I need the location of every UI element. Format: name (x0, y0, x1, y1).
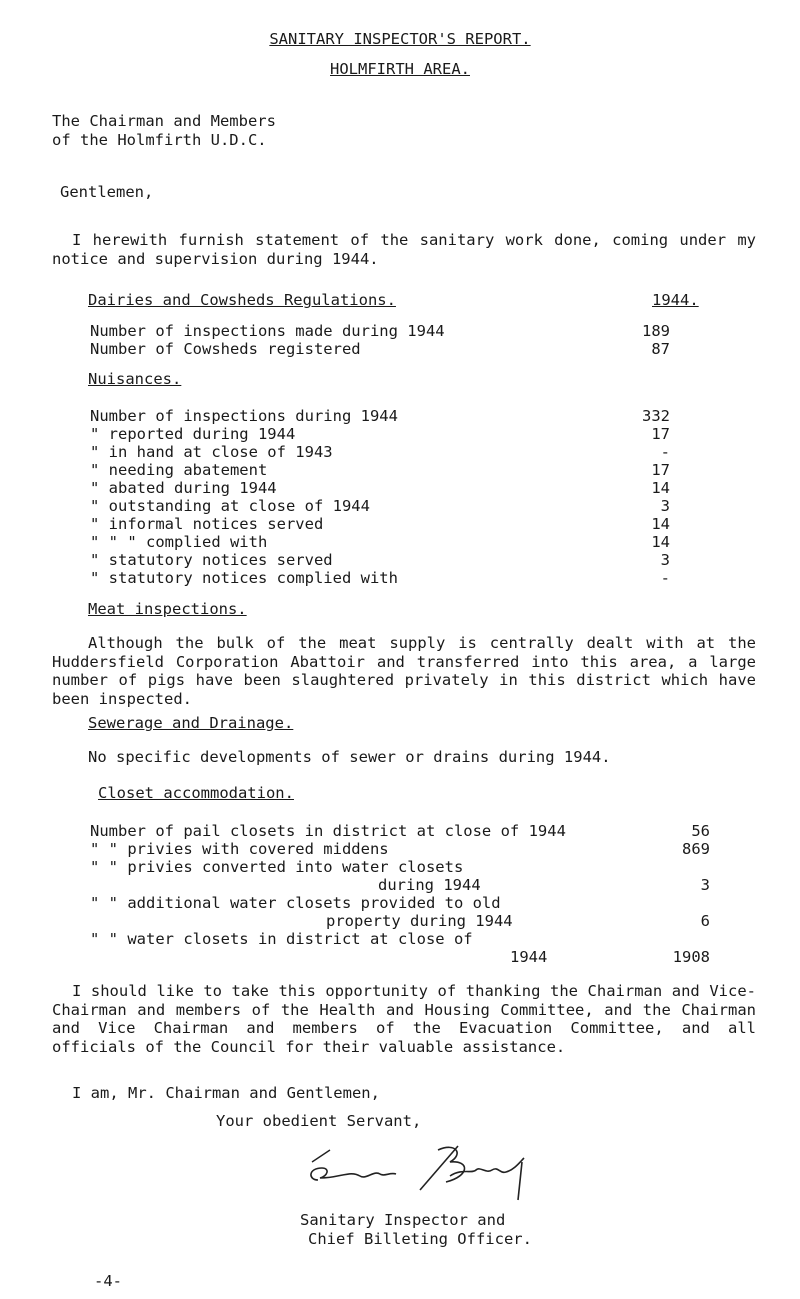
signatory-role-1: Sanitary Inspector and (300, 1211, 506, 1229)
dairies-heading: Dairies and Cowsheds Regulations. (88, 291, 396, 309)
sewerage-paragraph: No specific developments of sewer or drains during 1944. (88, 748, 611, 766)
meat-heading: Meat inspections. (88, 600, 247, 618)
thanks-paragraph: I should like to take this opportunity of thanking the Chairman and Vice-Chairman and members of the Health and Housing Committee, and the Chairman and Vice Chairman and members of the Evacuation Committee, and all officials of the Council for their valuable assistance. (52, 982, 756, 1056)
sign-off-line-2: Your obedient Servant, (216, 1112, 422, 1130)
greeting: Gentlemen, (60, 183, 154, 201)
intro-paragraph: I herewith furnish statement of the sanitary work done, coming under my notice and supervision during 1944. (52, 231, 756, 268)
report-title: SANITARY INSPECTOR'S REPORT. (269, 30, 531, 48)
report-area: HOLMFIRTH AREA. (330, 60, 470, 78)
sewerage-heading: Sewerage and Drainage. (88, 714, 294, 732)
report-page: SANITARY INSPECTOR'S REPORT. HOLMFIRTH AREA. The Chairman and Members of the Holmfirth U.D.C. Gentlemen, I herewith furnish statement of the sanitary work done, coming under my notice and supervision during 1944. Dairies and Cowsheds Regulations. 1944. Number of inspections made during 1944 189 Number of Cowsheds registered 87 Nuisances. Number of inspections during 1944 332 " reported during 1944 17 " in hand at close of 1943 - " needing abatement 17 " abated during 1944 14 " outstanding at close of 1944 3 " informal notices served 14 " " " complied with 14 " statutory notices served 3 " statutory notices complied with - Meat inspections. Although the bulk of the meat supply is centrally dealt with at the Huddersfield Corporation Abattoir and transferred into this area, a large number of pigs have been slaughtered privately in this district which have been inspected. Sewerage and Drainage. No specific developments of sewer or drains during 1944. Closet accommodation. Number of pail closets in district at close of 1944 56 " " privies with covered middens 869 " " privies converted into water closets during 1944 3 " " additional water closets provided to old property during 1944 6 " " water closets in district at close of 1944 1908 I should like to take this opportunity of thanking the Chairman and Vice-Chairman and members of the Health and Housing Committee, and the Chairman and Vice Chairman and members of the Evacuation Committee, and all officials of the Council for their valuable assistance. I am, Mr. Chairman and Gentlemen, Your obedient Servant, Sanitary Inspector and Chief Billeting Officer. -4- (0, 0, 800, 1299)
dairies-year: 1944. (652, 291, 699, 309)
sign-off-line-1: I am, Mr. Chairman and Gentlemen, (72, 1084, 380, 1102)
page-number: -4- (94, 1272, 122, 1290)
meat-paragraph: Although the bulk of the meat supply is centrally dealt with at the Huddersfield Corporation Abattoir and transferred into this area, a large number of pigs have been slaughtered privately in this district which have been inspected. (52, 634, 756, 708)
address-line-1: The Chairman and Members (52, 112, 276, 130)
closet-heading: Closet accommodation. (98, 784, 294, 802)
nuisances-heading: Nuisances. (88, 370, 182, 388)
address-line-2: of the Holmfirth U.D.C. (52, 131, 267, 149)
signatory-role-2: Chief Billeting Officer. (308, 1230, 532, 1248)
handwritten-signature (300, 1140, 560, 1210)
